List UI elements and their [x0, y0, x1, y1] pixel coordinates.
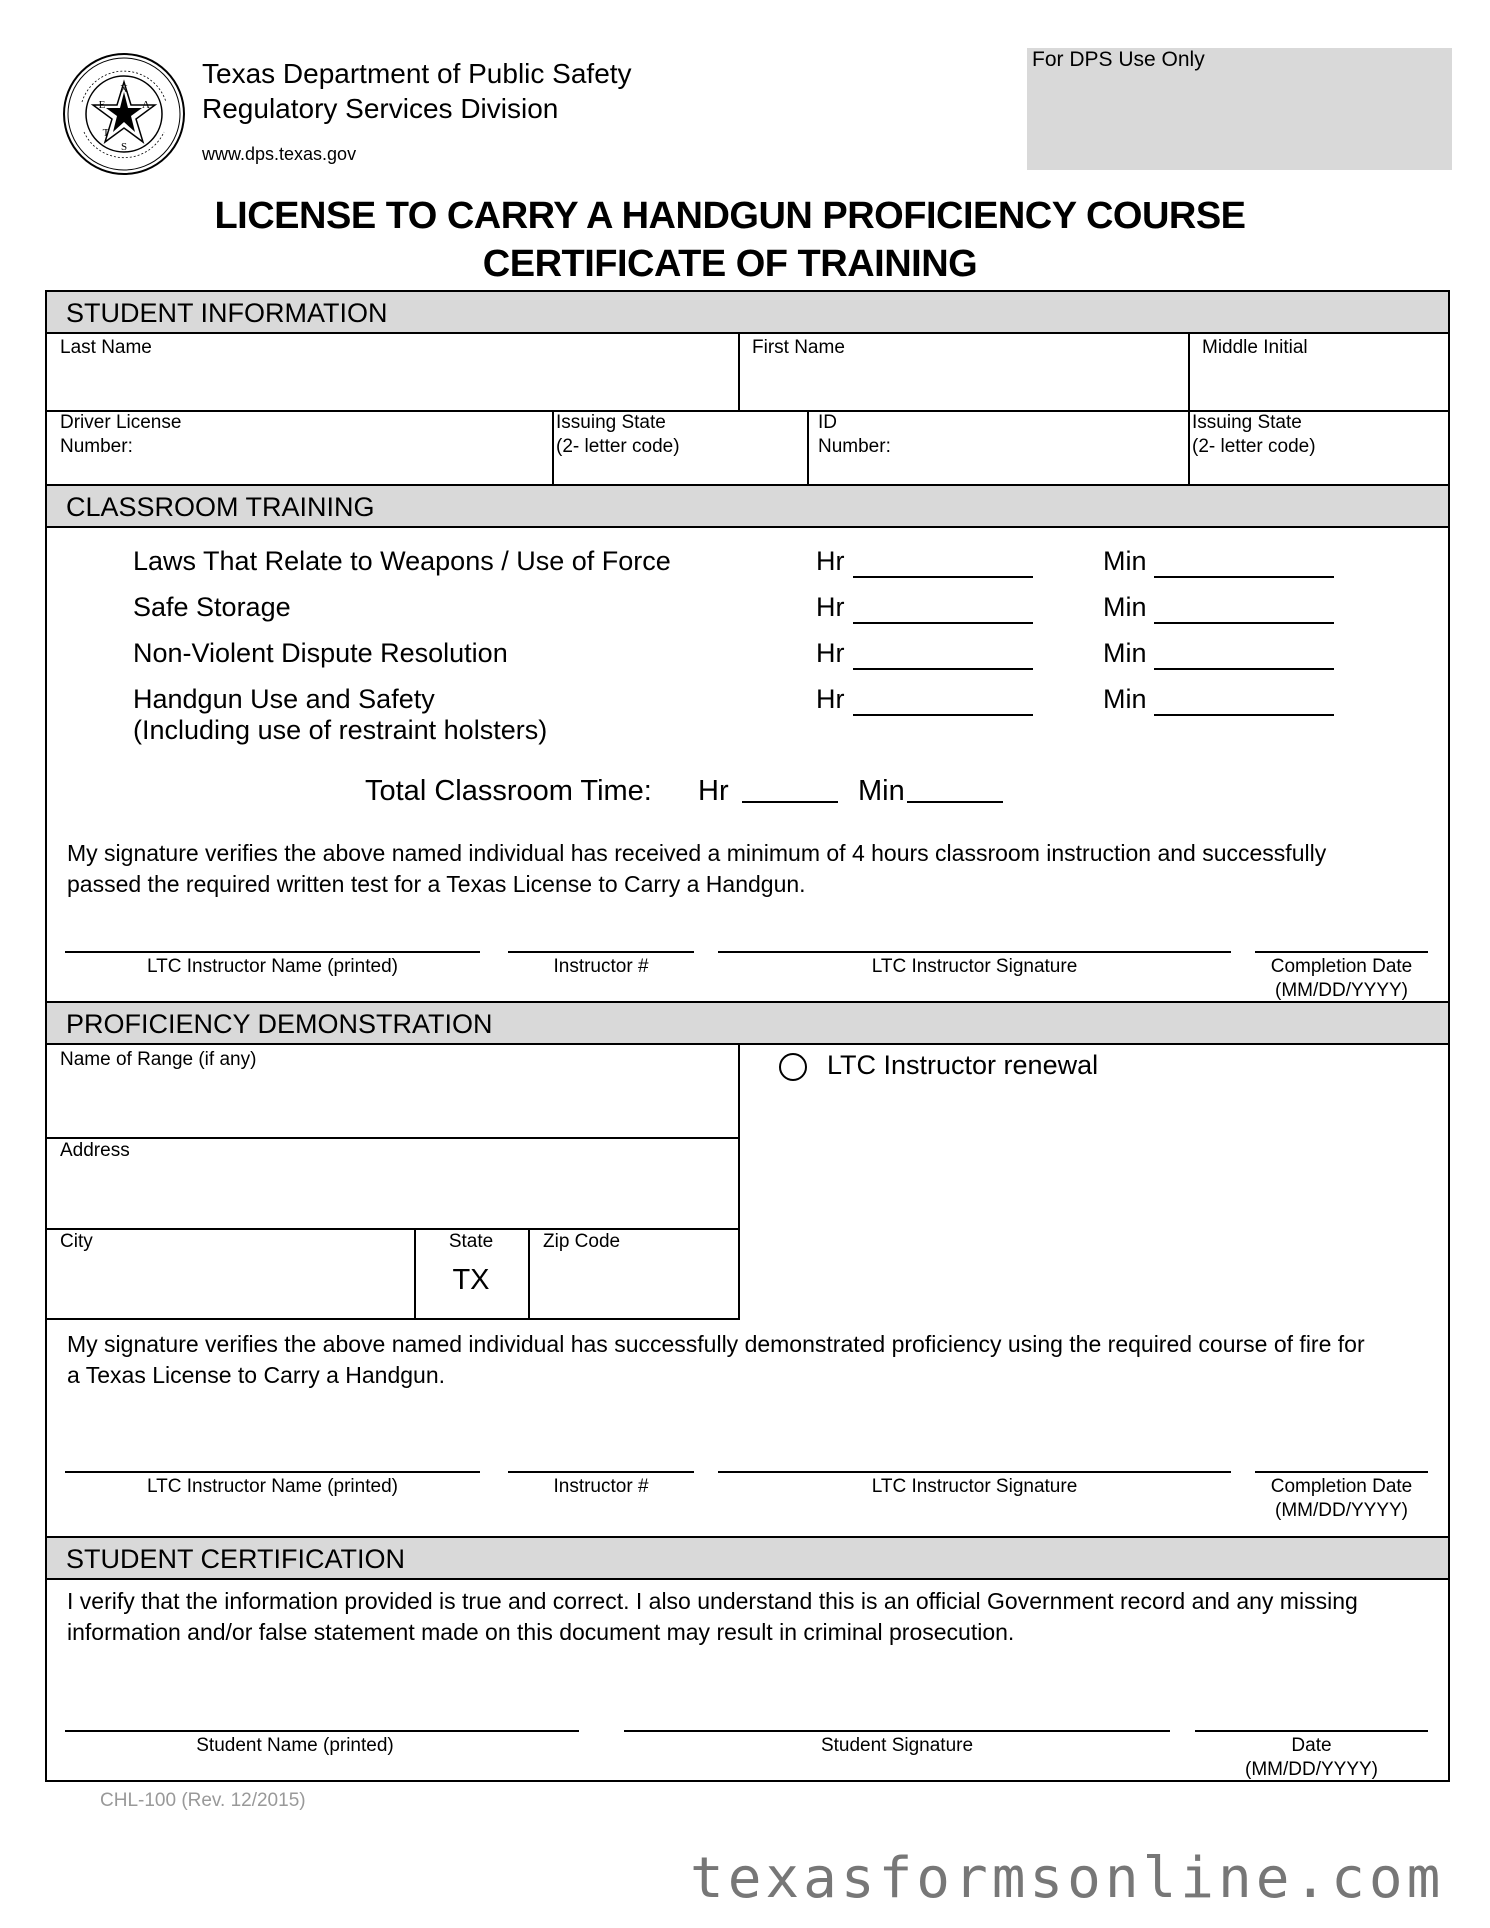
student-info-header: [45, 290, 1450, 334]
total-min-label: Min: [858, 775, 905, 807]
agency-name: Texas Department of Public Safety: [202, 58, 632, 89]
total-classroom-label: Total Classroom Time:: [365, 775, 652, 807]
dps-use-only-box: [1027, 48, 1452, 170]
proficiency-statement-line1: My signature verifies the above named individual has successfully demonstrated proficiency using the required course of fire for: [67, 1331, 1365, 1357]
address-field[interactable]: [60, 1139, 730, 1225]
dps-seal-logo: [62, 52, 186, 176]
handgun-hr-input[interactable]: [853, 714, 1033, 716]
state-field[interactable]: [416, 1230, 526, 1316]
classroom-training-header: [45, 484, 1450, 528]
instructor-signature-label: LTC Instructor Signature: [871, 1476, 1078, 1497]
completion-date-label: [1235, 955, 1448, 1003]
dl-label-line1: Driver License: [60, 412, 182, 433]
state-value: TX: [452, 1264, 490, 1296]
city-field[interactable]: [60, 1230, 405, 1316]
dps-use-only-label: For DPS Use Only: [1032, 48, 1205, 71]
student-info-heading: STUDENT INFORMATION: [66, 298, 388, 328]
range-name-label: Name of Range (if any): [60, 1049, 257, 1070]
hr-label: Hr: [816, 546, 845, 576]
storage-min-input[interactable]: [1154, 622, 1334, 624]
proficiency-heading: PROFICIENCY DEMONSTRATION: [66, 1009, 493, 1039]
certification-statement-line2: information and/or false statement made on this document may result in criminal prosecution.: [67, 1619, 1015, 1645]
proficiency-instructor-number-line[interactable]: [508, 1471, 694, 1473]
id-issuing-state-label-line2: (2- letter code): [1192, 436, 1316, 457]
storage-hr-input[interactable]: [853, 622, 1033, 624]
student-signature-label: Student Signature: [820, 1735, 974, 1756]
website-link[interactable]: www.dps.texas.gov: [202, 144, 357, 164]
proficiency-statement-line2: a Texas License to Carry a Handgun.: [67, 1362, 446, 1388]
address-label: Address: [60, 1140, 130, 1161]
laws-hr-input[interactable]: [853, 576, 1033, 578]
hr-label: Hr: [816, 638, 845, 668]
instructor-renewal-label: LTC Instructor renewal: [827, 1050, 1099, 1080]
completion-date-label: [1235, 1475, 1448, 1523]
topic-handgun-sublabel: (Including use of restraint holsters): [133, 715, 548, 745]
svg-text:X: X: [120, 83, 128, 95]
issuing-state-label-line2: (2- letter code): [556, 436, 680, 457]
id-label-line2: Number:: [818, 436, 891, 457]
student-certification-heading: STUDENT CERTIFICATION: [66, 1544, 406, 1574]
completion-date-label-line1: Completion Date: [1270, 956, 1413, 977]
classroom-instructor-number-line[interactable]: [508, 951, 694, 953]
classroom-training-heading: CLASSROOM TRAINING: [66, 492, 375, 522]
handgun-min-input[interactable]: [1154, 714, 1334, 716]
hr-label: Hr: [816, 592, 845, 622]
proficiency-statement: [67, 1329, 1442, 1391]
watermark: texasformsonline.com: [690, 1846, 1445, 1911]
instructor-name-label: LTC Instructor Name (printed): [147, 956, 398, 977]
last-name-label: Last Name: [60, 337, 152, 358]
driver-license-number-field[interactable]: [60, 411, 540, 481]
instructor-renewal-radio[interactable]: [779, 1053, 807, 1081]
division-name: Regulatory Services Division: [202, 93, 559, 124]
completion-date-label-line2: (MM/DD/YYYY): [1275, 980, 1408, 1001]
middle-initial-label: Middle Initial: [1202, 337, 1308, 358]
student-date-line[interactable]: [1195, 1730, 1428, 1732]
topic-dispute-label: Non-Violent Dispute Resolution: [133, 638, 508, 668]
middle-initial-field[interactable]: [1202, 336, 1442, 408]
first-name-field[interactable]: [752, 336, 1182, 408]
total-hr-input[interactable]: [742, 801, 838, 803]
id-issuing-state-field[interactable]: [1192, 411, 1442, 481]
dispute-min-input[interactable]: [1154, 668, 1334, 670]
first-name-label: First Name: [752, 337, 845, 358]
zip-code-field[interactable]: [543, 1230, 733, 1316]
dispute-hr-input[interactable]: [853, 668, 1033, 670]
total-hr-label: Hr: [698, 775, 729, 807]
svg-text:E: E: [98, 99, 106, 111]
id-issuing-state-label-line1: Issuing State: [1192, 412, 1302, 433]
topic-handgun-label: Handgun Use and Safety: [133, 684, 435, 714]
min-label: Min: [1103, 592, 1147, 622]
instructor-number-label: Instructor #: [553, 956, 649, 977]
proficiency-instructor-signature-line[interactable]: [718, 1471, 1231, 1473]
min-label: Min: [1103, 546, 1147, 576]
completion-date-label-line1: Completion Date: [1270, 1476, 1413, 1497]
completion-date-label-line2: (MM/DD/YYYY): [1275, 1500, 1408, 1521]
svg-text:A: A: [142, 99, 150, 111]
classroom-statement-line1: My signature verifies the above named individual has received a minimum of 4 hours classroom instruction and successfully: [67, 840, 1327, 866]
classroom-instructor-signature-line[interactable]: [718, 951, 1231, 953]
dl-label-line2: Number:: [60, 436, 133, 457]
laws-min-input[interactable]: [1154, 576, 1334, 578]
id-label-line1: ID: [818, 412, 837, 433]
student-certification-header: [45, 1536, 1450, 1580]
issuing-state-label-line1: Issuing State: [556, 412, 666, 433]
min-label: Min: [1103, 638, 1147, 668]
instructor-signature-label: LTC Instructor Signature: [871, 956, 1078, 977]
city-label: City: [60, 1231, 93, 1252]
range-name-field[interactable]: [60, 1048, 730, 1134]
certification-statement-line1: I verify that the information provided is true and correct. I also understand this is an official Government record and any missing: [67, 1588, 1358, 1614]
proficiency-instructor-name-line[interactable]: [65, 1471, 480, 1473]
zip-code-label: Zip Code: [543, 1231, 621, 1252]
proficiency-completion-date-line[interactable]: [1255, 1471, 1428, 1473]
student-date-label-line2: (MM/DD/YYYY): [1245, 1759, 1378, 1780]
classroom-completion-date-line[interactable]: [1255, 951, 1428, 953]
classroom-statement: [67, 838, 1442, 900]
topic-storage-label: Safe Storage: [133, 592, 291, 622]
form-number: CHL-100 (Rev. 12/2015): [100, 1790, 306, 1811]
proficiency-header: [45, 1001, 1450, 1045]
svg-text:T: T: [102, 127, 110, 139]
dl-issuing-state-field[interactable]: [556, 411, 801, 481]
certification-statement: [67, 1586, 1442, 1648]
instructor-number-label: Instructor #: [553, 1476, 649, 1497]
classroom-instructor-name-line[interactable]: [65, 951, 480, 953]
classroom-statement-line2: passed the required written test for a Texas License to Carry a Handgun.: [67, 871, 806, 897]
instructor-name-label: LTC Instructor Name (printed): [147, 1476, 398, 1497]
last-name-field[interactable]: [60, 336, 730, 408]
student-date-label-line1: Date: [1291, 1735, 1332, 1756]
student-name-line[interactable]: [65, 1730, 579, 1732]
total-min-input[interactable]: [907, 801, 1003, 803]
hr-label: Hr: [816, 684, 845, 714]
svg-text:S: S: [120, 141, 128, 153]
student-name-label: Student Name (printed): [196, 1735, 394, 1756]
student-signature-line[interactable]: [624, 1730, 1170, 1732]
id-number-field[interactable]: [818, 411, 1178, 481]
form-title: LICENSE TO CARRY A HANDGUN PROFICIENCY COURSE: [214, 195, 1246, 237]
student-date-label: [1195, 1734, 1428, 1782]
min-label: Min: [1103, 684, 1147, 714]
state-label: State: [448, 1231, 494, 1252]
form-subtitle: CERTIFICATE OF TRAINING: [482, 243, 978, 285]
topic-laws-label: Laws That Relate to Weapons / Use of Force: [133, 546, 671, 576]
